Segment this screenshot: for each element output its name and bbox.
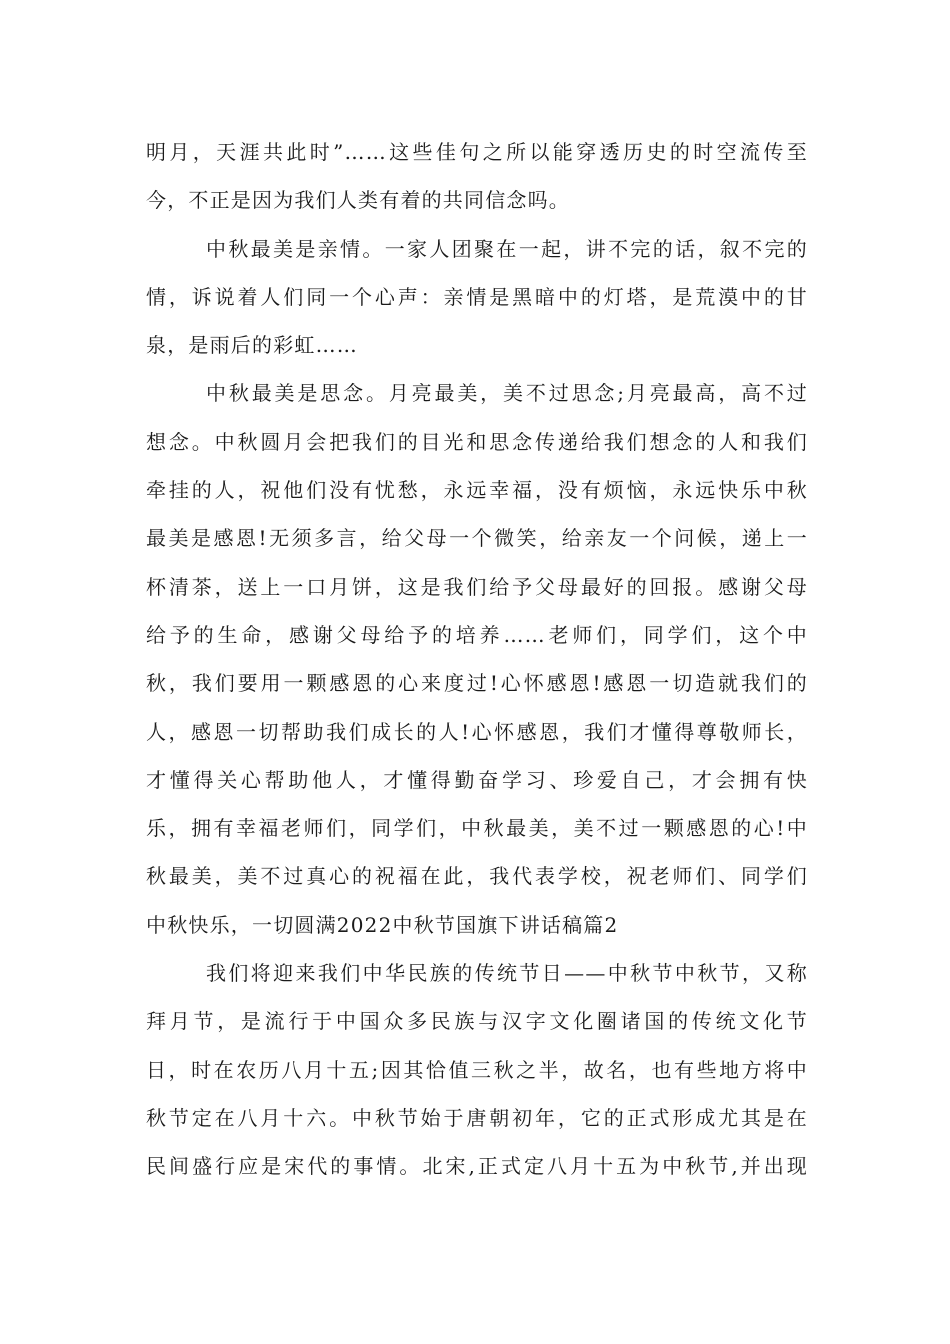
text-line: 才懂得关心帮助他人，才懂得勤奋学习、珍爱自己，才会拥有快 [146, 767, 808, 792]
paragraph [146, 225, 808, 370]
paragraph [146, 949, 808, 1190]
text-line: 今，不正是因为我们人类有着的共同信念吗。 [146, 188, 570, 213]
text-line: 明月，天涯共此时”……这些佳句之所以能穿透历史的时空流传至 [146, 140, 808, 164]
text-line: 中秋最美是思念。月亮最美，美不过思念;月亮最高，高不过 [206, 381, 808, 406]
text-line: 民间盛行应是宋代的事情。北宋,正式定八月十五为中秋节,并出现 [146, 1154, 808, 1179]
text-line: 拜月节，是流行于中国众多民族与汉字文化圈诸国的传统文化节 [146, 1009, 808, 1034]
text-line: 杯清茶，送上一口月饼，这是我们给予父母最好的回报。感谢父母 [146, 574, 808, 599]
text-line: 牵挂的人，祝他们没有忧愁，永远幸福，没有烦恼，永远快乐中秋 [146, 478, 808, 503]
document-body [146, 128, 808, 1191]
text-line: 给予的生命，感谢父母给予的培养……老师们，同学们，这个中 [146, 622, 808, 647]
paragraph [146, 369, 808, 949]
text-line: 我们将迎来我们中华民族的传统节日——中秋节中秋节，又称 [206, 961, 808, 986]
paragraph [146, 128, 808, 225]
text-line: 情，诉说着人们同一个心声：亲情是黑暗中的灯塔，是荒漠中的甘 [146, 284, 808, 309]
text-line: 中秋快乐，一切圆满2022中秋节国旗下讲话稿篇2 [146, 912, 619, 937]
text-line: 想念。中秋圆月会把我们的目光和思念传递给我们想念的人和我们 [146, 429, 808, 454]
text-line: 日，时在农历八月十五;因其恰值三秋之半，故名，也有些地方将中 [146, 1057, 808, 1082]
text-line: 秋节定在八月十六。中秋节始于唐朝初年，它的正式形成尤其是在 [146, 1105, 808, 1130]
text-line: 泉，是雨后的彩虹…… [146, 333, 358, 358]
text-line: 秋最美，美不过真心的祝福在此，我代表学校，祝老师们、同学们 [146, 864, 808, 889]
text-line: 最美是感恩!无须多言，给父母一个微笑，给亲友一个问候，递上一 [146, 526, 808, 551]
text-line: 秋，我们要用一颗感恩的心来度过!心怀感恩!感恩一切造就我们的 [146, 671, 808, 696]
text-line: 人，感恩一切帮助我们成长的人!心怀感恩，我们才懂得尊敬师长， [146, 719, 808, 744]
text-line: 乐，拥有幸福老师们，同学们，中秋最美，美不过一颗感恩的心!中 [146, 816, 808, 841]
text-line: 中秋最美是亲情。一家人团聚在一起，讲不完的话，叙不完的 [206, 236, 808, 261]
